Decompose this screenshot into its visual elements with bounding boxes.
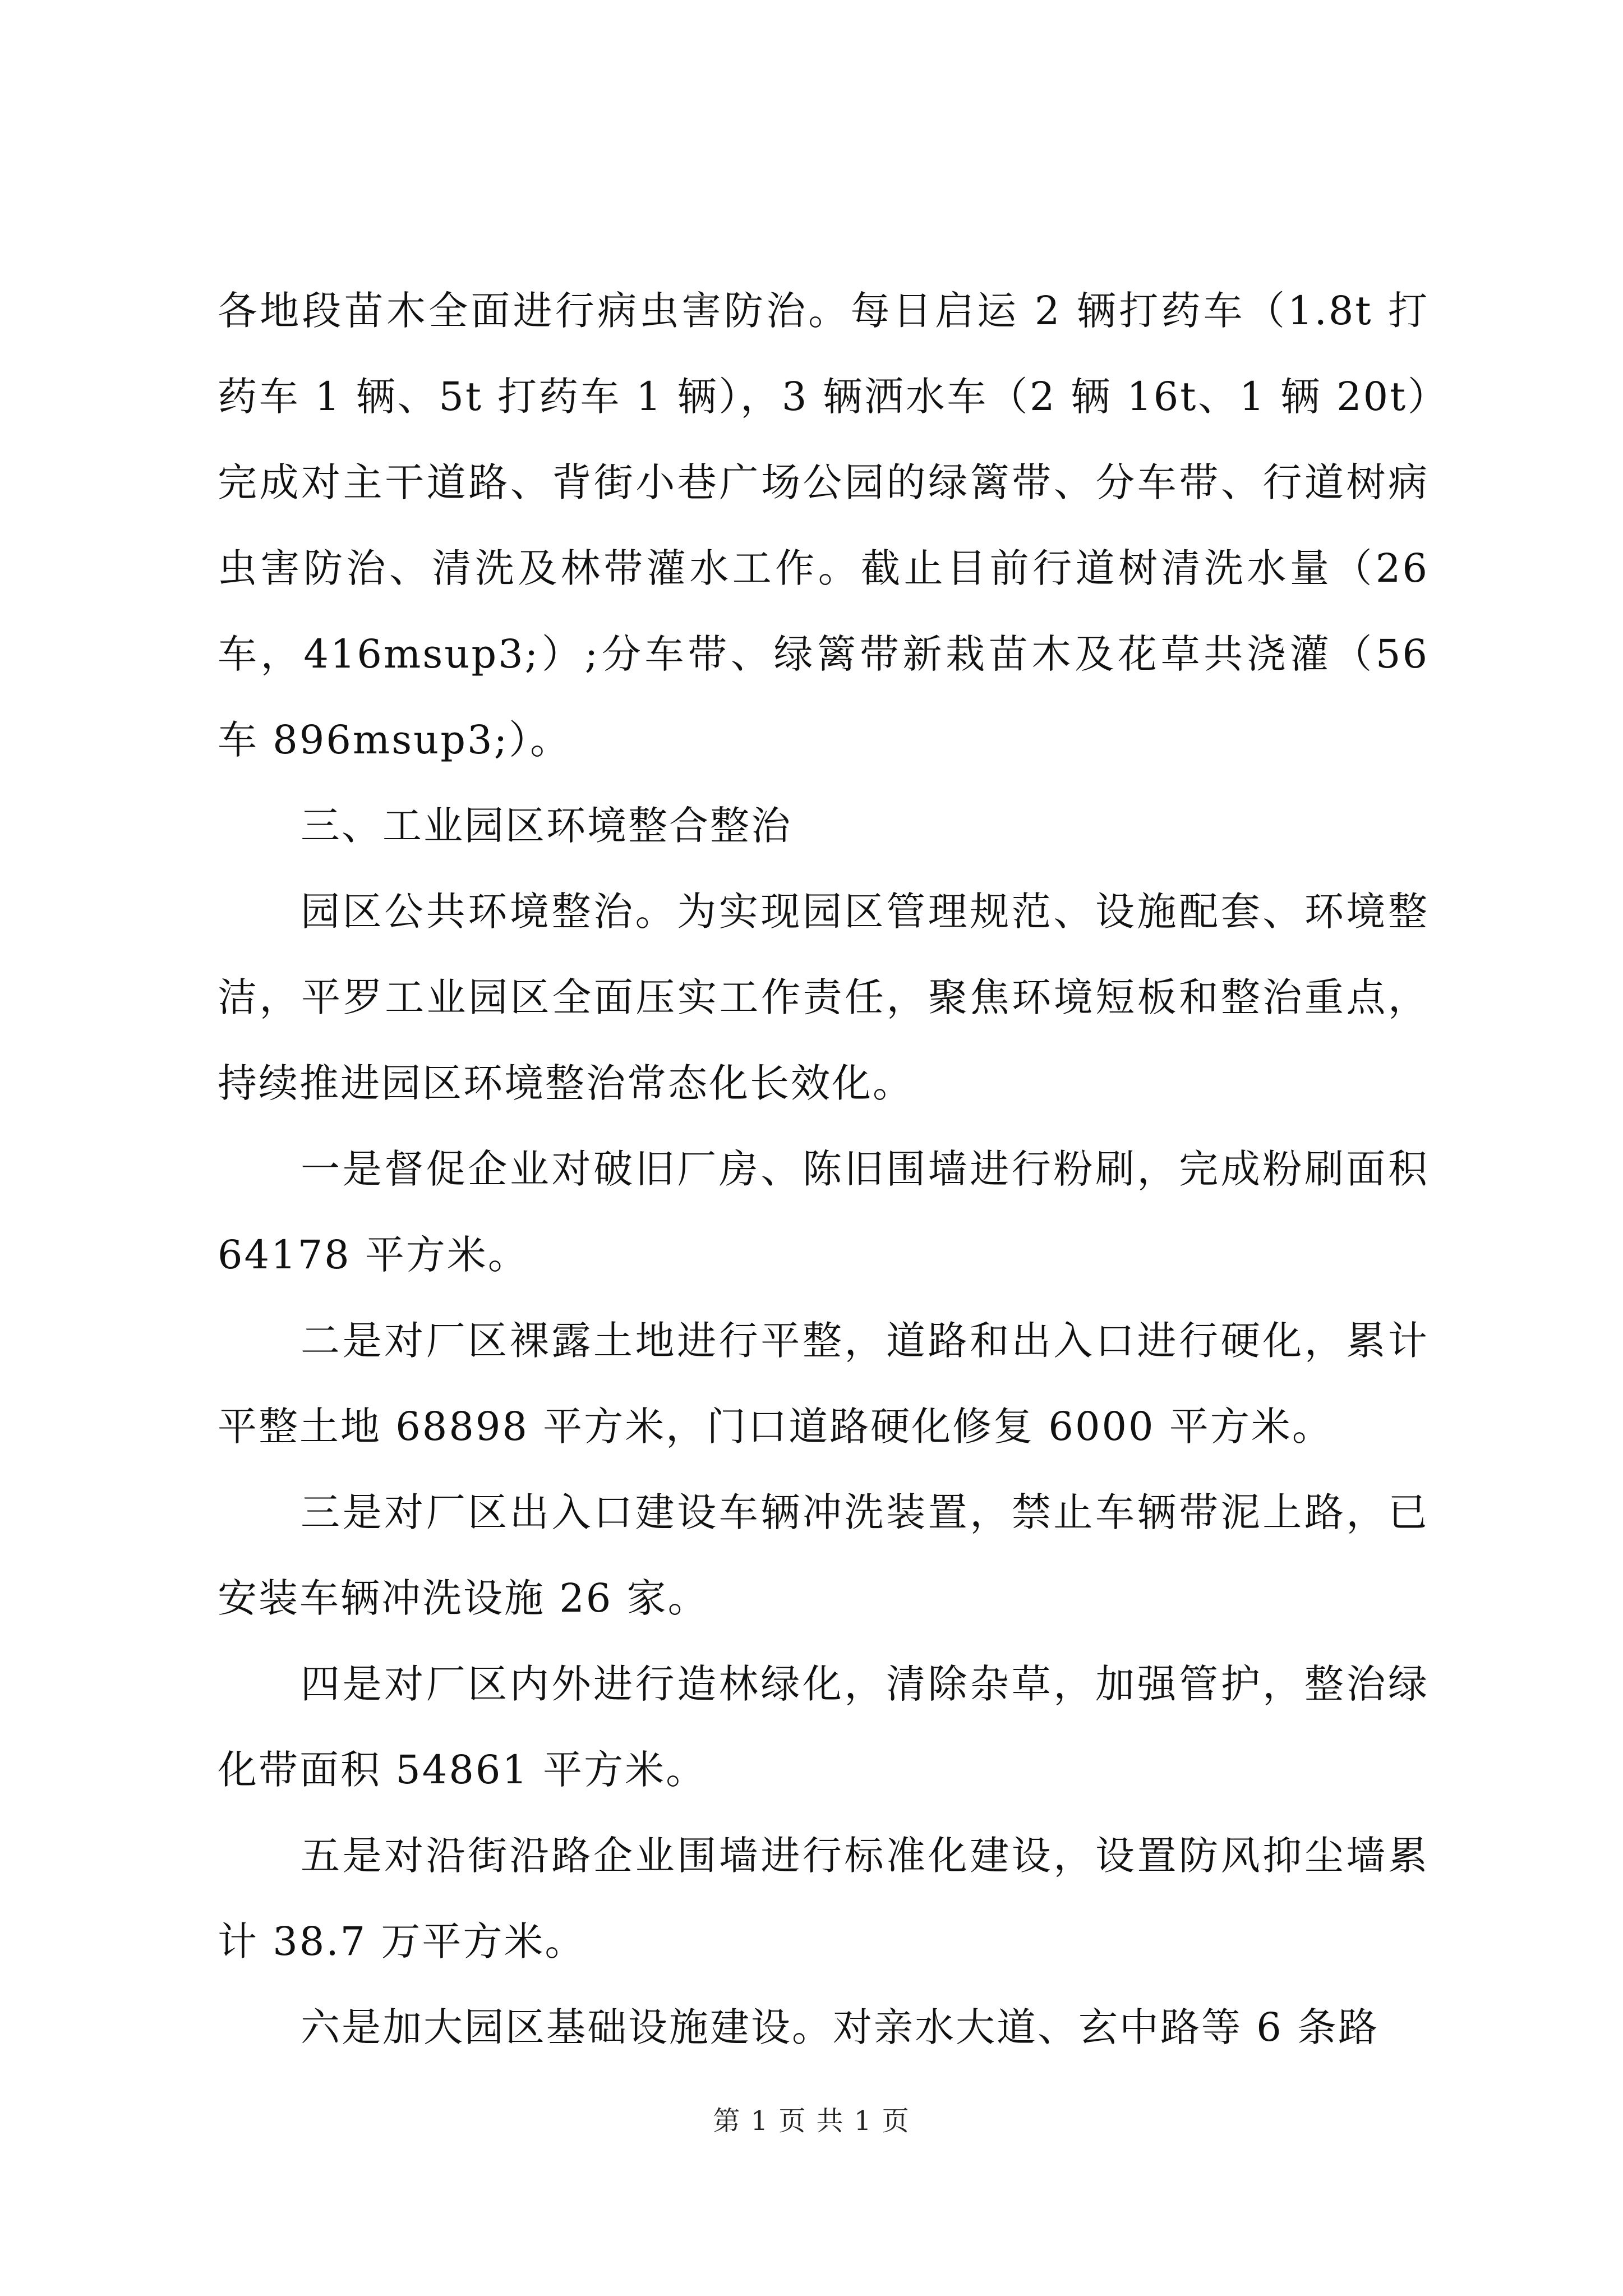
- paragraph-item-two: 二是对厂区裸露土地进行平整，道路和出入口进行硬化，累计平整土地 68898 平方米，门口道路硬化修复 6000 平方米。: [218, 1318, 1429, 1450]
- document-body: [218, 268, 1429, 2070]
- page-footer: [0, 2099, 1623, 2138]
- section-heading-industrial-park: 三、工业园区环境整合整治: [301, 803, 792, 849]
- paragraph-item-five: 五是对沿街沿路企业围墙进行标准化建设，设置防风抑尘墙累计 38.7 万平方米。: [218, 1833, 1429, 1964]
- paragraph-item-three: 三是对厂区出入口建设车辆冲洗装置，禁止车辆带泥上路，已安装车辆冲洗设施 26 家。: [218, 1489, 1429, 1621]
- paragraph-park-environment: 园区公共环境整治。为实现园区管理规范、设施配套、环境整洁，平罗工业园区全面压实工作责任，聚焦环境短板和整治重点，持续推进园区环境整治常态化长效化。: [218, 889, 1429, 1106]
- page-number-label: 第 1 页 共 1 页: [713, 2105, 910, 2137]
- paragraph-pest-control: 各地段苗木全面进行病虫害防治。每日启运 2 辆打药车（1.8t 打药车 1 辆、5t 打药车 1 辆），3 辆洒水车（2 辆 16t、1 辆 20t）完成对主干道路、背街小巷广场公园的绿篱带、分车带、行道树病虫害防治、清洗及林带灌水工作。截止目前行道树清洗水量（26 车，416msup3;）;分车带、绿篱带新栽苗木及花草共浇灌（56 车 896msup3;）。: [218, 288, 1429, 763]
- paragraph-item-six: 六是加大园区基础设施建设。对亲水大道、玄中路等 6 条路: [301, 2004, 1380, 2050]
- paragraph-item-one: 一是督促企业对破旧厂房、陈旧围墙进行粉刷，完成粉刷面积 64178 平方米。: [218, 1146, 1429, 1278]
- paragraph-item-four: 四是对厂区内外进行造林绿化，清除杂草，加强管护，整治绿化带面积 54861 平方米。: [218, 1661, 1429, 1793]
